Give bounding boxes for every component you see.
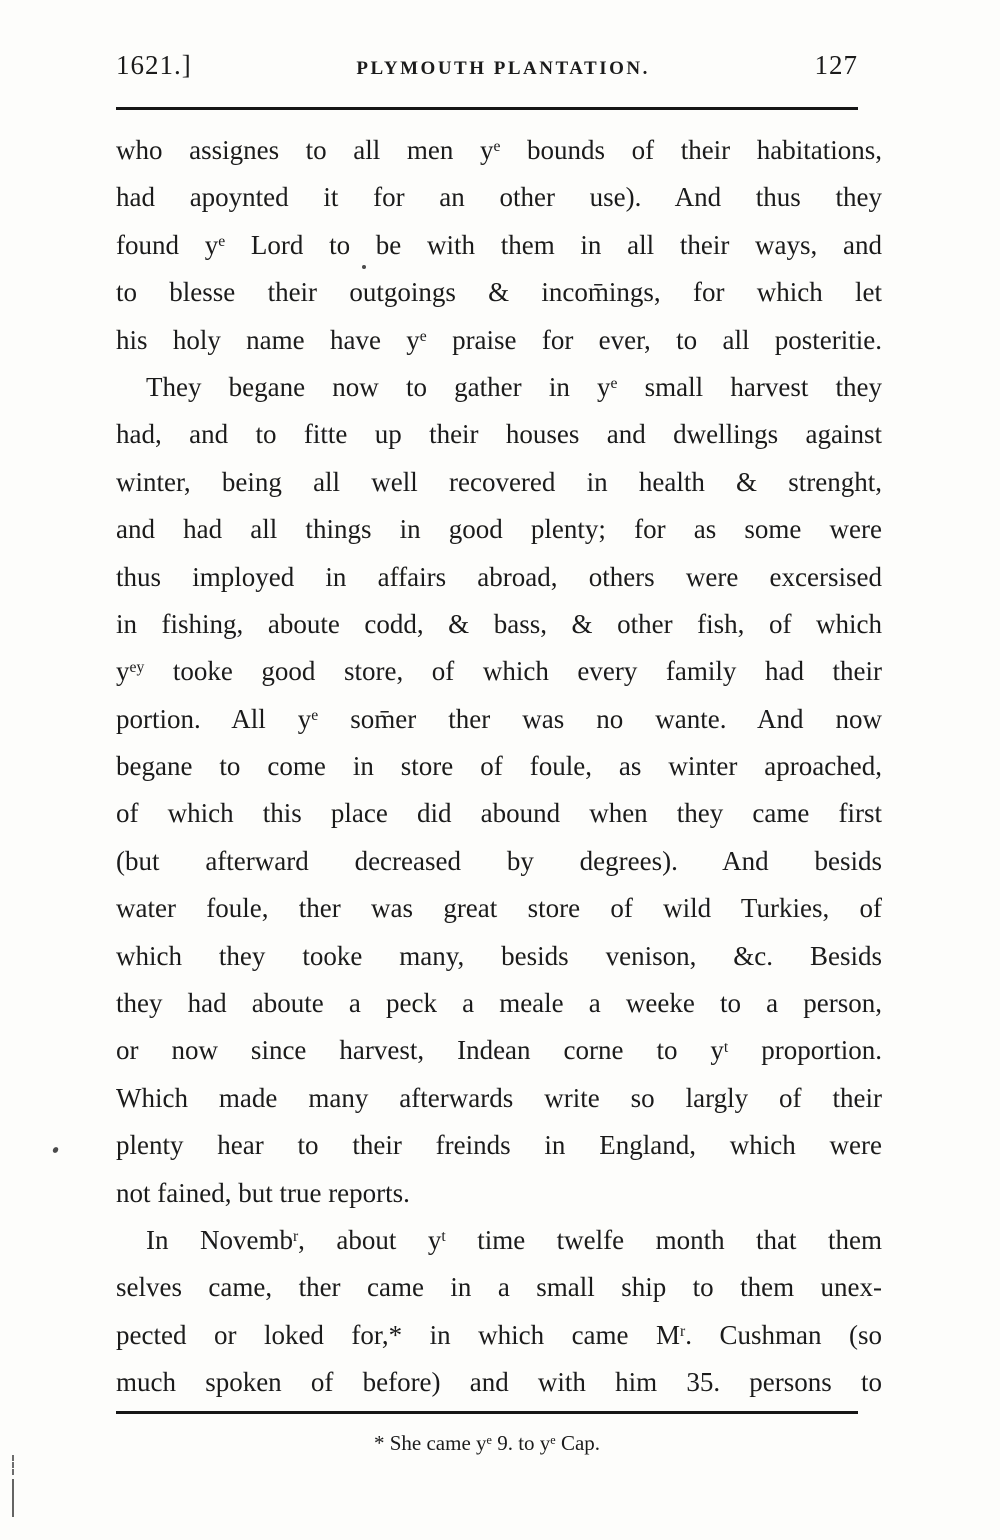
scan-margin-mark (12, 1479, 14, 1517)
text-line: or now since harvest, Indean corne to $y^t$ proportion. (116, 1035, 882, 1066)
text-line: and had all things in good plenty; for as some were (116, 514, 882, 545)
text-line: they had aboute a peck a meale a weeke to a person, (116, 988, 882, 1019)
text-line: had apoynted it for an other use). And thus they (116, 182, 882, 213)
superscript-abbreviation: t (441, 1228, 446, 1246)
superscript-abbreviation: e (550, 1432, 556, 1447)
footnote: * She came $y^e$ 9. to $y^e$ Cap. (373, 1431, 601, 1455)
page-header (116, 50, 858, 81)
text-line: his holy name have $y^e$ praise for ever, to all posteritie. (116, 324, 883, 355)
scan-speck (362, 265, 366, 269)
text-line: who assignes to all men $y^e$ bounds of their habitations, (116, 135, 882, 165)
text-line: not fained, but true reports. (116, 1177, 410, 1208)
header-page-number: 127 (814, 50, 858, 80)
header-rule (116, 107, 858, 110)
text-line: much spoken of before) and with him 35. persons to (116, 1367, 882, 1398)
body-text (116, 127, 882, 1407)
text-line: selves came, ther came in a small ship to them unex- (116, 1272, 882, 1303)
text-line: pected or loked for,* in which came $M^r$. Cushman (so (116, 1319, 882, 1350)
text-line: found $y^e$ Lord to be with them in all their ways, and (116, 229, 882, 260)
text-line: of which this place did abound when they came first (116, 798, 882, 829)
text-line: $y^{ey}$ tooke good store, of which every family had their (116, 656, 882, 687)
superscript-abbreviation: t (723, 1038, 729, 1056)
superscript-abbreviation: e (419, 327, 427, 345)
text-line: thus imployed in affairs abroad, others were excersised (116, 561, 882, 592)
header-title: PLYMOUTH PLANTATION. (356, 58, 650, 79)
text-line: (but afterward decreased by degrees). And besids (116, 845, 882, 876)
scan-margin-mark (12, 1455, 14, 1475)
superscript-abbreviation: r (680, 1322, 686, 1340)
text-line: water foule, ther was great store of wild Turkies, of (116, 893, 882, 924)
text-line: in fishing, aboute codd, & bass, & other fish, of which (116, 608, 882, 639)
text-line: to blesse their outgoings & incom̄ings, for which let (116, 277, 882, 308)
text-line: plenty hear to their freinds in England, which were (116, 1130, 882, 1161)
superscript-abbreviation: ey (129, 659, 145, 677)
text-line: winter, being all well recovered in health & strenght, (116, 466, 882, 497)
header-year: 1621.] (116, 50, 192, 80)
superscript-abbreviation: e (311, 706, 319, 724)
text-line: In Novemb$^r$, about $y^t$ time twelfe month that them (146, 1224, 882, 1255)
text-line: begane to come in store of foule, as winter aproached, (116, 751, 882, 782)
scan-speck (52, 1146, 59, 1153)
text-line: Which made many afterwards write so largly of their (116, 1082, 882, 1113)
superscript-abbreviation: e (610, 375, 618, 393)
superscript-abbreviation: e (486, 1432, 492, 1447)
text-line: portion. All $y^e$ som̄er ther was no wante. And now (116, 703, 882, 734)
superscript-abbreviation: r (292, 1228, 299, 1246)
text-line: They begane now to gather in $y^e$ small harvest they (146, 371, 883, 402)
text-line: which they tooke many, besids venison, &c. Besids (116, 940, 882, 971)
footnote-rule (116, 1411, 858, 1414)
text-line: had, and to fitte up their houses and dwellings against (116, 419, 882, 450)
superscript-abbreviation: e (218, 232, 226, 250)
superscript-abbreviation: e (493, 138, 501, 156)
